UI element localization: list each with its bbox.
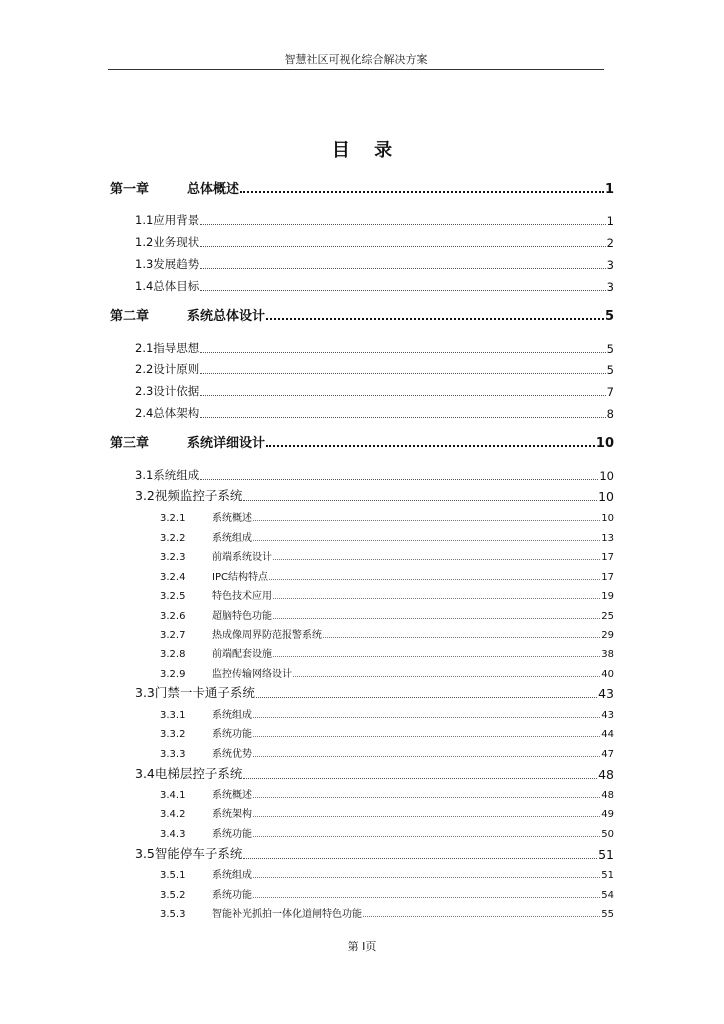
subsection-title: 系统功能: [212, 729, 252, 740]
toc-section-3-4[interactable]: [135, 766, 614, 782]
dot-leader: [200, 352, 605, 353]
toc-section-2-2[interactable]: [135, 361, 614, 377]
section-title: 3.3门禁一卡通子系统: [135, 685, 255, 700]
subsection-title: 监控传输网络设计: [212, 669, 292, 680]
toc-title-char: 目: [331, 140, 350, 161]
page-number: 25: [601, 611, 614, 622]
dot-leader: [200, 479, 598, 480]
subsection-number: 3.3.1: [160, 710, 186, 721]
subsection-title: 系统组成: [212, 533, 252, 544]
toc-subsection-3-2-2[interactable]: [160, 530, 614, 544]
dot-leader: [266, 445, 595, 447]
page-number: 29: [601, 630, 614, 641]
toc-subsection-3-3-2[interactable]: [160, 726, 614, 740]
subsection-number: 3.5.1: [160, 870, 186, 881]
toc-subsection-3-5-3[interactable]: [160, 906, 614, 920]
toc-section-2-4[interactable]: [135, 405, 614, 421]
page-number: 48: [598, 767, 614, 782]
subsection-title: 系统概述: [212, 790, 252, 801]
dot-leader: [253, 877, 600, 878]
dot-leader: [253, 816, 600, 817]
section-title: 3.5智能停车子系统: [135, 846, 243, 861]
subsection-number: 3.2.1: [160, 513, 186, 524]
subsection-number: 3.5.3: [160, 909, 186, 920]
section-title: 3.1系统组成: [135, 468, 200, 482]
chapter-title: 系统总体设计: [187, 309, 266, 324]
toc-section-3-2[interactable]: [135, 488, 614, 504]
toc-subsection-3-2-5[interactable]: [160, 588, 614, 602]
subsection-number: 3.4.2: [160, 809, 186, 820]
dot-leader: [253, 897, 600, 898]
page-number: 54: [601, 890, 614, 901]
page-number: 5: [606, 363, 614, 377]
toc-subsection-3-2-1[interactable]: [160, 510, 614, 524]
page-number: 40: [601, 669, 614, 680]
dot-leader: [363, 916, 600, 917]
page-number: 1: [604, 182, 614, 197]
section-title: 2.3设计依据: [135, 384, 200, 398]
page-number: 43: [601, 710, 614, 721]
dot-leader: [293, 676, 600, 677]
toc-chapter-1[interactable]: [110, 179, 614, 197]
dot-leader: [253, 520, 600, 521]
toc-subsection-3-5-2[interactable]: [160, 887, 614, 901]
subsection-title: 特色技术应用: [212, 591, 272, 602]
chapter-number: 第三章: [110, 436, 150, 451]
toc-chapter-3[interactable]: [110, 433, 614, 451]
running-header: 智慧社区可视化综合解决方案: [284, 53, 428, 66]
subsection-title: 智能补光抓拍一体化道闸特色功能: [212, 909, 362, 920]
page-number: 44: [601, 729, 614, 740]
toc-subsection-3-3-1[interactable]: [160, 707, 614, 721]
subsection-title: 系统组成: [212, 710, 252, 721]
section-title: 1.2业务现状: [135, 235, 200, 249]
toc-subsection-3-5-1[interactable]: [160, 867, 614, 881]
page-number: 38: [601, 649, 614, 660]
page-number: 3: [606, 280, 614, 294]
toc-section-1-1[interactable]: [135, 212, 614, 228]
toc-section-1-4[interactable]: [135, 278, 614, 294]
toc-section-3-1[interactable]: [135, 467, 614, 483]
section-title: 3.4电梯层控子系统: [135, 766, 243, 781]
subsection-title: 超脑特色功能: [212, 611, 272, 622]
subsection-number: 3.2.5: [160, 591, 186, 602]
section-title: 3.2视频监控子系统: [135, 488, 243, 503]
subsection-number: 3.2.6: [160, 611, 186, 622]
chapter-title: 系统详细设计: [187, 436, 266, 451]
toc-section-3-3[interactable]: [135, 685, 614, 701]
dot-leader: [273, 559, 600, 560]
page-number: 51: [601, 870, 614, 881]
toc-section-1-2[interactable]: [135, 234, 614, 250]
dot-leader: [243, 858, 597, 859]
subsection-title: 热成像周界防范报警系统: [212, 630, 322, 641]
subsection-number: 3.3.3: [160, 749, 186, 760]
page-number: 10: [598, 489, 614, 504]
page-number: 5: [604, 309, 614, 324]
page-number: 10: [599, 469, 614, 483]
section-title: 2.4总体架构: [135, 406, 200, 420]
dot-leader: [200, 268, 605, 269]
page-number: 8: [606, 407, 614, 421]
subsection-title: 系统概述: [212, 513, 252, 524]
subsection-title: 前端系统设计: [212, 552, 272, 563]
page-number: 1: [606, 214, 614, 228]
dot-leader: [200, 224, 605, 225]
dot-leader: [253, 756, 600, 757]
page-number: 43: [598, 686, 614, 701]
dot-leader: [273, 618, 600, 619]
dot-leader: [200, 246, 605, 247]
toc-section-3-5[interactable]: [135, 846, 614, 862]
dot-leader: [253, 736, 600, 737]
subsection-title: 系统优势: [212, 749, 252, 760]
subsection-number: 3.2.3: [160, 552, 186, 563]
chapter-title: 总体概述: [187, 182, 240, 197]
page-number: 48: [601, 790, 614, 801]
page-number: 51: [598, 847, 614, 862]
toc-section-2-1[interactable]: [135, 340, 614, 356]
page-number: 55: [601, 909, 614, 920]
page-number: 3: [606, 258, 614, 272]
page-number: 7: [606, 385, 614, 399]
dot-leader: [253, 717, 600, 718]
dot-leader: [253, 540, 600, 541]
subsection-title: 系统功能: [212, 890, 252, 901]
chapter-number: 第二章: [110, 309, 150, 324]
section-title: 2.2设计原则: [135, 362, 200, 376]
subsection-number: 3.5.2: [160, 890, 186, 901]
subsection-title: 系统功能: [212, 829, 252, 840]
section-title: 2.1指导思想: [135, 341, 200, 355]
dot-leader: [253, 836, 600, 837]
subsection-number: 3.2.4: [160, 572, 186, 583]
subsection-title: 系统组成: [212, 870, 252, 881]
dot-leader: [240, 191, 604, 193]
dot-leader: [200, 290, 605, 291]
dot-leader: [266, 318, 604, 320]
page-number: 13: [601, 533, 614, 544]
subsection-number: 3.4.3: [160, 829, 186, 840]
section-title: 1.1应用背景: [135, 213, 200, 227]
dot-leader: [243, 500, 597, 501]
toc-subsection-3-2-3[interactable]: [160, 549, 614, 563]
dot-leader: [200, 417, 605, 418]
subsection-number: 3.2.2: [160, 533, 186, 544]
toc-subsection-3-2-6[interactable]: [160, 608, 614, 622]
chapter-number: 第一章: [110, 182, 150, 197]
dot-leader: [200, 395, 605, 396]
dot-leader: [253, 797, 600, 798]
toc-subsection-3-3-3[interactable]: [160, 746, 614, 760]
toc-subsection-3-2-9[interactable]: [160, 666, 614, 680]
toc-subsection-3-2-7[interactable]: [160, 627, 614, 641]
page-footer: 第 I页: [347, 940, 377, 953]
page-number: 17: [601, 572, 614, 583]
page-number: 10: [601, 513, 614, 524]
toc-chapter-2[interactable]: [110, 306, 614, 324]
dot-leader: [323, 637, 600, 638]
dot-leader: [200, 373, 605, 374]
subsection-title: IPC结构特点: [212, 572, 268, 583]
dot-leader: [243, 778, 597, 779]
toc-section-1-3[interactable]: [135, 256, 614, 272]
page-number: 2: [606, 236, 614, 250]
toc-subsection-3-4-2[interactable]: [160, 806, 614, 820]
page-number: 49: [601, 809, 614, 820]
section-title: 1.4总体目标: [135, 279, 200, 293]
subsection-number: 3.2.8: [160, 649, 186, 660]
dot-leader: [273, 598, 600, 599]
page-number: 5: [606, 342, 614, 356]
page-number: 50: [601, 829, 614, 840]
page-number: 17: [601, 552, 614, 563]
dot-leader: [273, 656, 600, 657]
toc-title-char: 录: [374, 140, 393, 161]
page-number: 47: [601, 749, 614, 760]
page-number: 10: [595, 436, 614, 451]
section-title: 1.3发展趋势: [135, 257, 200, 271]
toc-subsection-3-4-1[interactable]: [160, 787, 614, 801]
toc-section-2-3[interactable]: [135, 383, 614, 399]
subsection-number: 3.4.1: [160, 790, 186, 801]
subsection-number: 3.3.2: [160, 729, 186, 740]
page-number: 19: [601, 591, 614, 602]
toc-subsection-3-2-4[interactable]: [160, 569, 614, 583]
subsection-number: 3.2.7: [160, 630, 186, 641]
subsection-title: 前端配套设施: [212, 649, 272, 660]
subsection-number: 3.2.9: [160, 669, 186, 680]
dot-leader: [256, 697, 597, 698]
toc-subsection-3-2-8[interactable]: [160, 646, 614, 660]
toc-subsection-3-4-3[interactable]: [160, 826, 614, 840]
subsection-title: 系统架构: [212, 809, 252, 820]
dot-leader: [269, 579, 600, 580]
